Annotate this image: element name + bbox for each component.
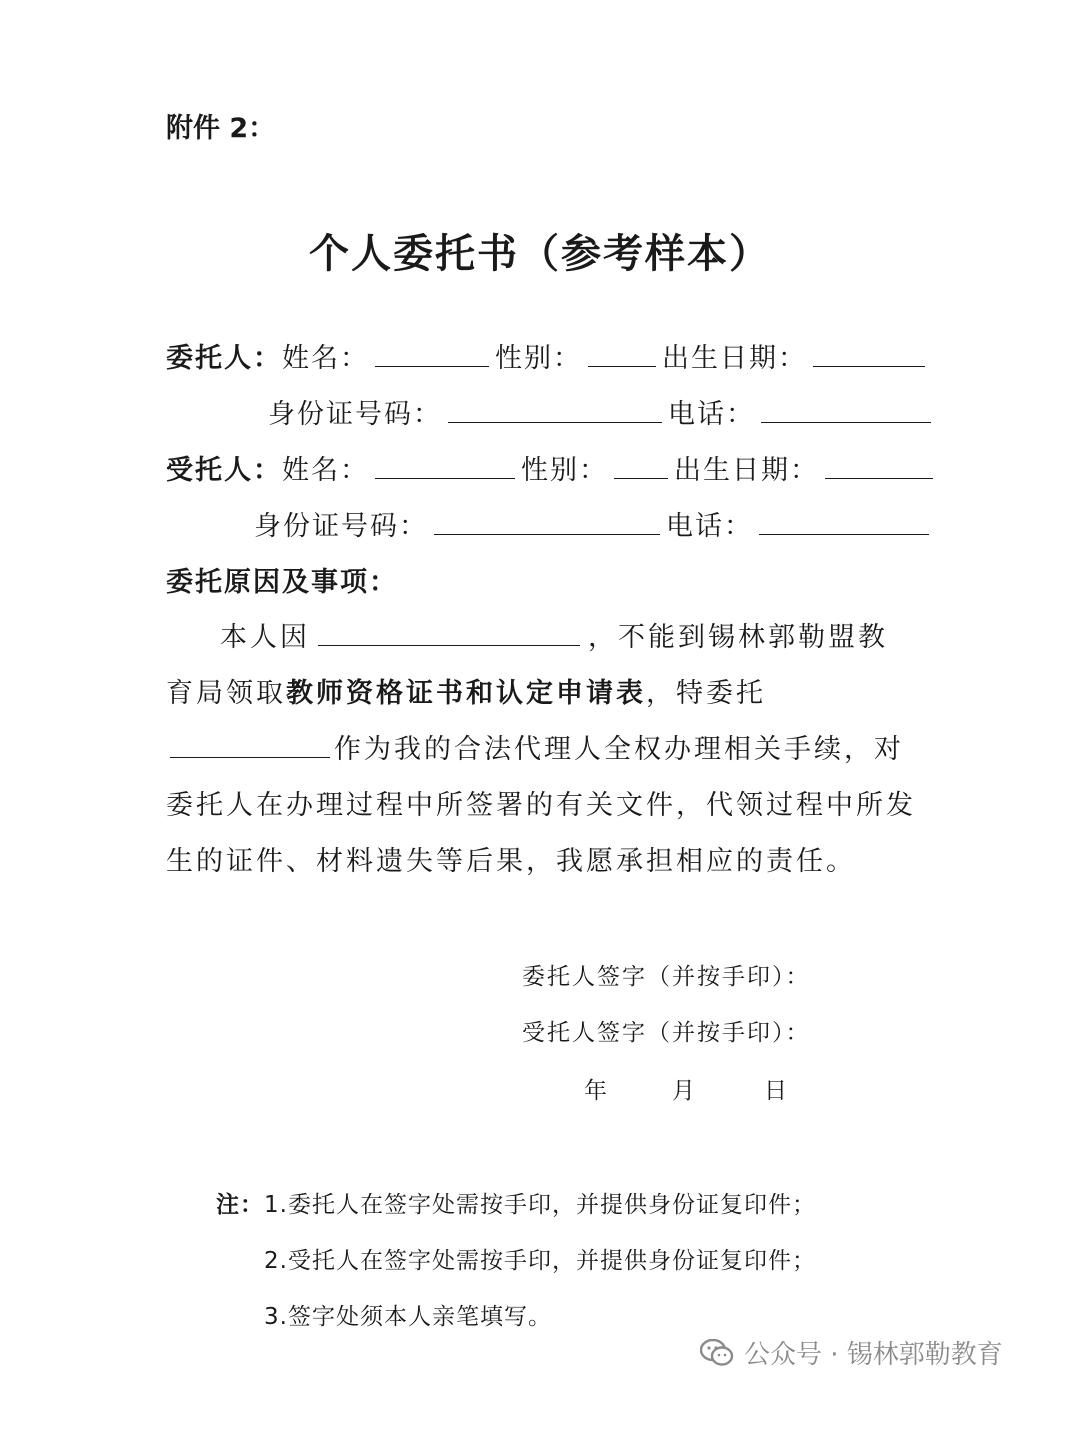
trustee-signature-label: 受托人签字（并按手印）： [522, 1020, 811, 1046]
trustee-id-label: 身份证号码： [254, 511, 428, 542]
trustee-gender-label: 性别： [521, 455, 608, 486]
note-item-1: 1.委托人在签字处需按手印，并提供身份证复印件； [264, 1192, 816, 1218]
trustee-birth-label: 出生日期： [674, 455, 819, 486]
entrustor-row-1 [166, 336, 931, 375]
body-text-5: 作为我的合法代理人全权办理相关手续，对委托人在办理过程中所签署的有关文件，代领过程中所发生的证件、材料遗失等后果，我愿承担相应的责任。 [166, 734, 916, 877]
agent-name-field[interactable] [170, 731, 330, 758]
document-title: 个人委托书（参考样本） [309, 230, 771, 277]
trustee-phone-field[interactable] [759, 508, 929, 535]
entrustor-name-field[interactable] [375, 340, 489, 367]
entrustor-gender-label: 性别： [495, 343, 582, 374]
note-prefix: 注： [216, 1192, 264, 1218]
note-item-2: 2.受托人在签字处需按手印，并提供身份证复印件； [264, 1248, 816, 1274]
entrustor-id-label: 身份证号码： [268, 399, 442, 430]
attachment-label: 附件 2： [166, 113, 276, 144]
trustee-gender-field[interactable] [614, 452, 668, 479]
body-text-2: ，不能到锡林郭勒盟教育局领取 [166, 622, 888, 709]
date-year-label: 年 [584, 1078, 609, 1104]
entrustor-signature-label: 委托人签字（并按手印）： [522, 964, 811, 990]
date-day-label: 日 [764, 1078, 789, 1104]
trustee-name-label: 姓名： [282, 455, 369, 486]
reason-heading: 委托原因及事项： [166, 567, 398, 598]
body-text-4: ，特委托 [646, 678, 766, 709]
entrustor-phone-label: 电话： [668, 399, 755, 430]
body-text-bold: 教师资格证书和认定申请表 [286, 678, 646, 709]
note-item-3: 3.签字处须本人亲笔填写。 [264, 1304, 552, 1330]
entrustor-phone-field[interactable] [761, 396, 931, 423]
entrustor-id-field[interactable] [448, 396, 662, 423]
trustee-row-1 [166, 448, 939, 487]
watermark [700, 1334, 1003, 1371]
watermark-text: 公众号 · 锡林郭勒教育 [744, 1340, 1003, 1370]
trustee-birth-field[interactable] [825, 452, 933, 479]
entrustor-name-label: 姓名： [282, 343, 369, 374]
body-paragraph [166, 610, 916, 890]
entrustor-role-label: 委托人： [166, 343, 282, 374]
trustee-name-field[interactable] [375, 452, 515, 479]
reason-field[interactable] [318, 619, 580, 646]
body-text-1: 本人因 [220, 622, 310, 653]
trustee-phone-label: 电话： [666, 511, 753, 542]
entrustor-birth-label: 出生日期： [662, 343, 807, 374]
entrustor-row-2 [268, 392, 937, 431]
entrustor-birth-field[interactable] [813, 340, 925, 367]
trustee-id-field[interactable] [434, 508, 660, 535]
trustee-role-label: 受托人： [166, 455, 282, 486]
trustee-row-2 [254, 504, 935, 543]
entrustor-gender-field[interactable] [588, 340, 656, 367]
wechat-icon [700, 1339, 734, 1367]
date-month-label: 月 [672, 1078, 697, 1104]
